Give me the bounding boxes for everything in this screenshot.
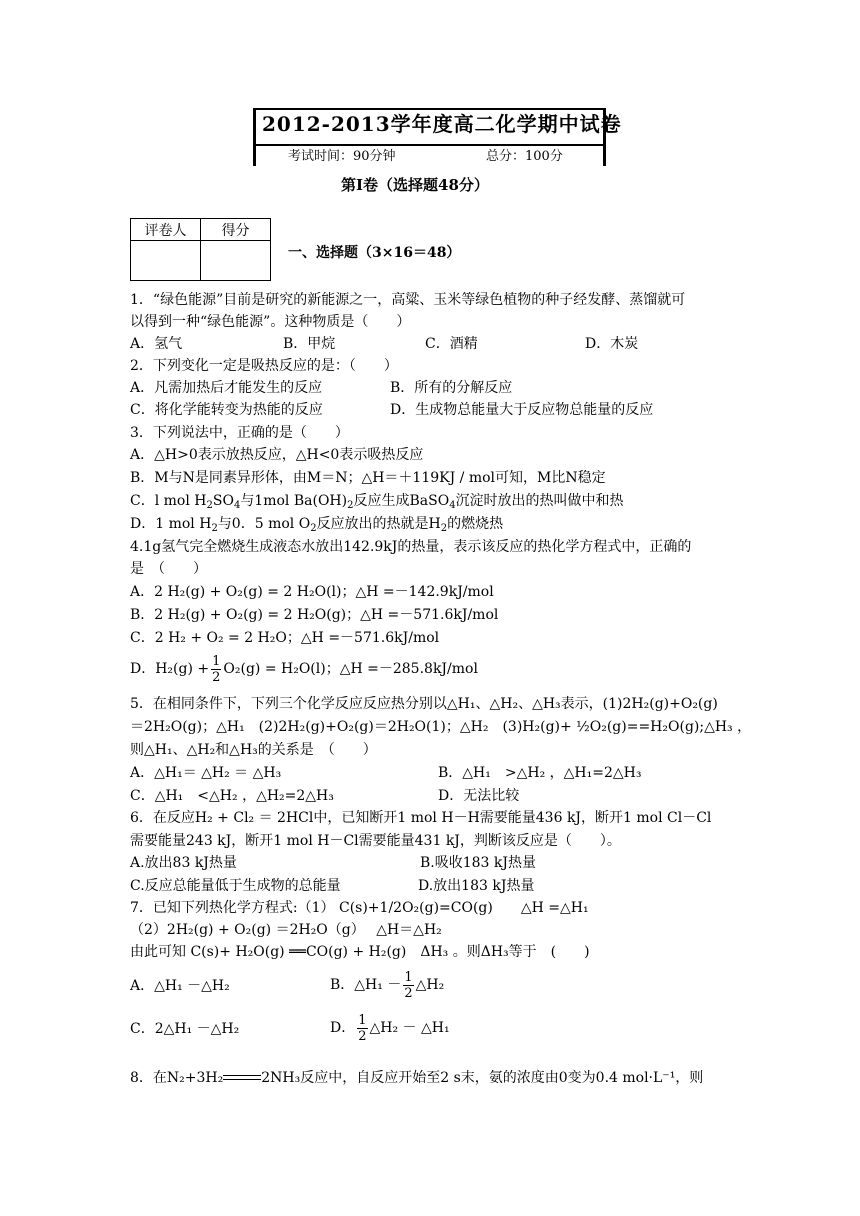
q3-option-d: D．1 mol $H_2$与0．5 mol $O_2$反应放出的热就是$H_2$的燃烧热 <box>130 516 504 534</box>
fraction-half: $\frac{1}{2}$ <box>404 969 413 1001</box>
q7-option-b: B．△H₁ － $\frac{1}{2}$ △H₂ <box>330 969 445 1001</box>
q7-option-d: D． $\frac{1}{2}$ △H₂ － △H₁ <box>330 1012 450 1044</box>
q2-option-c: C．将化学能转变为热能的反应 <box>130 402 323 418</box>
q4-option-b: B．2 H₂(g) + O₂(g) = 2 H₂O(g)；△H =－571.6kJ/mol <box>130 607 499 623</box>
q1-line2: 以得到一种“绿色能源”。这种物质是（ ） <box>130 314 411 330</box>
exam-time: 考试时间：90分钟 <box>288 149 396 164</box>
q5-option-b: B．△H₁ >△H₂ ，△H₁=2△H₃ <box>438 765 642 781</box>
q8-line1: 8．在N₂+3H₂ 2NH₃反应中，自反应开始至2 s末，氨的浓度由0变为0.4 mol·L⁻¹，则 <box>130 1070 704 1086</box>
exam-title: 2012-2013学年度高二化学期中试卷 <box>262 112 622 136</box>
q5-option-a: A．△H₁＝ △H₂ ＝ △H₃ <box>130 765 282 781</box>
part1-heading: 一、选择题（3×16＝48） <box>288 245 461 261</box>
q7-line1: 7．已知下列热化学方程式:（1） C(s)+1/2O₂(g)=CO(g) △H =△H₁ <box>130 900 589 916</box>
q1-option-d: D．木炭 <box>585 336 639 352</box>
q5-option-c: C．△H₁ <△H₂ ，△H₂=2△H₃ <box>130 788 334 804</box>
q6-option-c: C.反应总能量低于生成物的总能量 <box>130 878 341 894</box>
section-title: 第Ⅰ卷（选择题48分） <box>341 176 489 194</box>
q6-line1: 6．在反应H₂ + Cl₂ ＝ 2HCl中，已知断开1 mol H－H需要能量436 kJ，断开1 mol Cl－Cl <box>130 810 712 826</box>
grade-table <box>130 218 271 281</box>
q1-option-a: A．氢气 <box>130 336 183 352</box>
q6-option-b: B.吸收183 kJ热量 <box>420 855 537 871</box>
fraction-half: $\frac{1}{2}$ <box>358 1012 367 1044</box>
grader-cell[interactable] <box>131 241 201 281</box>
q5-line3: 则△H₁、△H₂和△H₃的关系是 （ ） <box>130 742 377 758</box>
q2-stem: 2．下列变化一定是吸热反应的是：（ ） <box>130 358 398 374</box>
q6-option-d: D.放出183 kJ热量 <box>418 878 535 894</box>
q7-line2: （2）2H₂(g) + O₂(g) ＝2H₂O（g） △H＝△H₂ <box>130 922 442 938</box>
q5-line1: 5．在相同条件下，下列三个化学反应反应热分别以△H₁、△H₂、△H₃表示，(1)2H₂(g)+O₂(g) <box>130 696 718 712</box>
q4-option-d: D．H₂(g) + $\frac{1}{2}$ O₂(g) = H₂O(l)；△H =－285.8kJ/mol <box>130 653 478 685</box>
exam-total: 总分：100分 <box>486 149 563 164</box>
q4-option-c: C．2 H₂ + O₂ = 2 H₂O；△H =－571.6kJ/mol <box>130 630 440 646</box>
q6-option-a: A.放出83 kJ热量 <box>130 855 237 871</box>
q5-option-d: D．无法比较 <box>438 788 520 804</box>
q7-option-c: C．2△H₁ －△H₂ <box>130 1021 240 1037</box>
q1-option-c: C．酒精 <box>425 336 478 352</box>
q2-option-d: D．生成物总能量大于反应物总能量的反应 <box>390 402 654 418</box>
q5-line2: ＝2H₂O(g)；△H₁ (2)2H₂(g)+O₂(g)＝2H₂O(1)；△H₂ (3)H₂(g)+ ½O₂(g)==H₂O(g);△H₃ ， <box>130 719 752 735</box>
q3-option-b: B．M与N是同素异形体，由M＝N；△H＝＋119KJ / mol可知，M比N稳定 <box>130 470 606 486</box>
q3-option-a: A．△H>0表示放热反应，△H<0表示吸热反应 <box>130 447 424 463</box>
score-cell[interactable] <box>201 241 271 281</box>
q1-option-b: B．甲烷 <box>283 336 336 352</box>
q4-line2: 是 （ ） <box>130 561 207 577</box>
q6-line2: 需要能量243 kJ，断开1 mol H－Cl需要能量431 kJ，判断该反应是（ ）。 <box>130 833 621 849</box>
fraction-half: $\frac{1}{2}$ <box>212 653 221 685</box>
q1-line1: 1．“绿色能源”目前是研究的新能源之一，高粱、玉米等绿色植物的种子经发酵、蒸馏就可 <box>130 292 686 308</box>
q3-option-c: C．l mol $H_2SO_4$与1mol $Ba(OH)_2$反应生成BaSO$_4$沉淀时放出的热叫做中和热 <box>130 493 624 511</box>
q2-option-a: A．凡需加热后才能发生的反应 <box>130 380 323 396</box>
q2-option-b: B．所有的分解反应 <box>390 380 513 396</box>
equilibrium-arrow-icon <box>223 1073 261 1083</box>
score-header: 得分 <box>201 219 271 241</box>
q4-option-a: A．2 H₂(g) + O₂(g) = 2 H₂O(l)；△H =－142.9kJ/mol <box>130 584 494 600</box>
q7-line3: 由此可知 C(s)+ H₂O(g) ══CO(g) + H₂(g) ΔH₃ 。则ΔH₃等于 ( ) <box>130 944 590 960</box>
q3-stem: 3．下列说法中，正确的是（ ） <box>130 425 349 441</box>
q4-line1: 4.1g氢气完全燃烧生成液态水放出142.9kJ的热量，表示该反应的热化学方程式中，正确的 <box>130 539 692 555</box>
q7-option-a: A．△H₁ －△H₂ <box>130 978 230 994</box>
grader-header: 评卷人 <box>131 219 201 241</box>
